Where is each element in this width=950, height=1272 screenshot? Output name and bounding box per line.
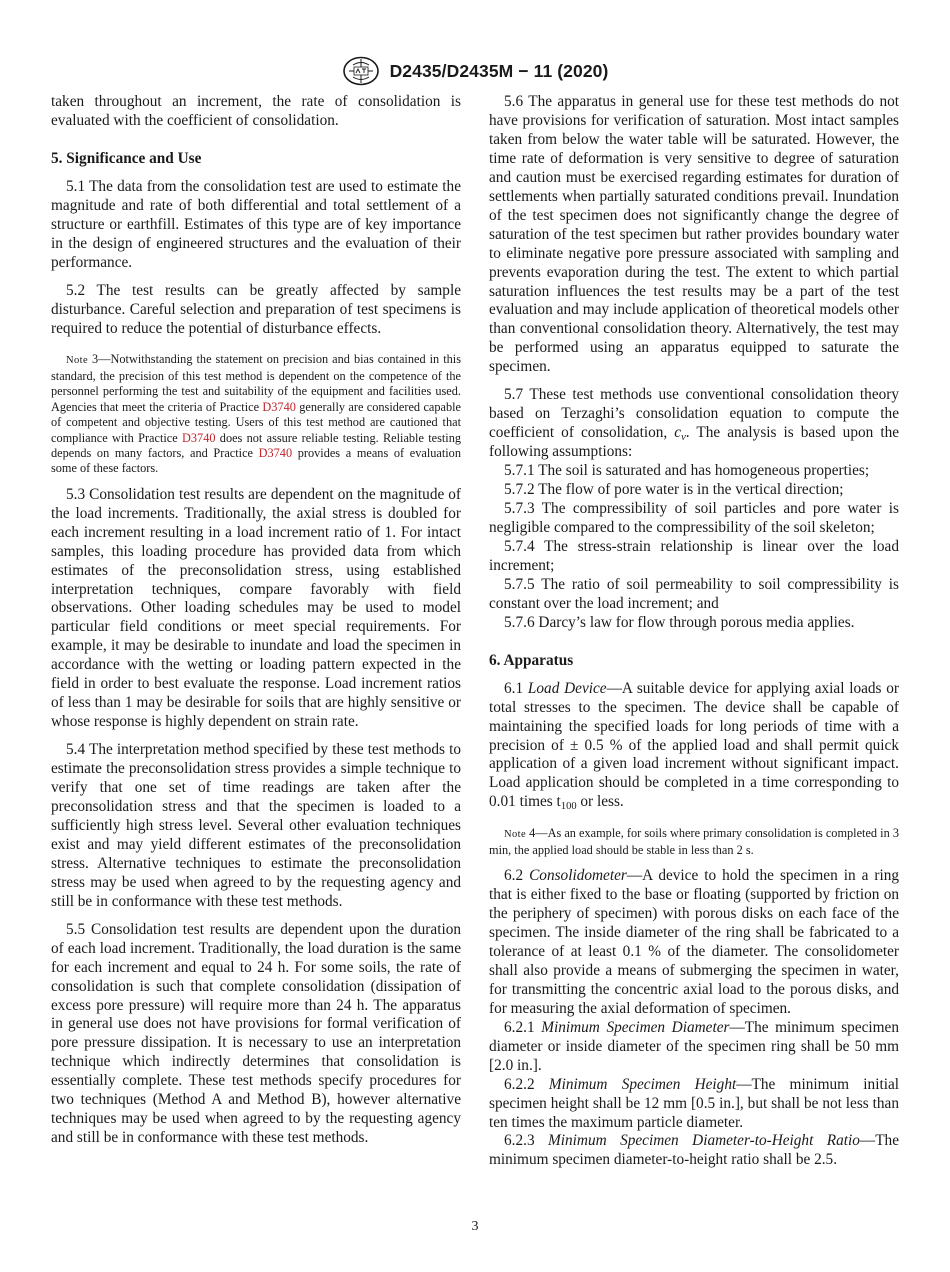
note-label: Note <box>504 829 527 841</box>
paragraph-5-7-6: 5.7.6 Darcy’s law for flow through porous media applies. <box>504 613 855 631</box>
paragraph-5-7-3: 5.7.3 The compressibility of soil particles and pore water is negligible compared to the compressibility of the soil skeleton; <box>489 500 899 536</box>
paragraph-6-2 <box>489 867 899 1019</box>
paragraph-6-1-text: —A suitable device for applying axial loads or total stresses to the specimen. The device shall be capable of maintaining the specified loads for long periods of time with a precision of ± 0.5 % of the applied load and shall permit quick application of a given load increment without significant impact. Load application should be completed in a time corresponding to 0.01 times t <box>489 679 900 811</box>
paragraph-title: Minimum Specimen Diameter <box>541 1018 730 1036</box>
paragraph-number: 6.1 <box>504 679 528 697</box>
paragraph-5-7-4: 5.7.4 The stress-strain relationship is linear over the load increment; <box>489 537 899 574</box>
right-column <box>489 93 899 1170</box>
t100-subscript: 100 <box>560 801 577 813</box>
note-3-text: generally are considered capable of competent and objective testing. Users of this test method are cautioned that compliance with Practice <box>51 399 461 445</box>
continuation-paragraph: taken throughout an increment, the rate of consolidation is evaluated with the coefficient of consolidation. <box>51 93 461 129</box>
cv-subscript: v <box>681 432 686 444</box>
note-3-text: 3—Notwithstanding the statement on precision and bias contained in this standard, the precision of this test method is dependent on the competence of the personnel performing the test and suitability of the equipment and facilities used. Agencies that meet the criteria of Practice <box>51 352 461 414</box>
note-3-text: provides a means of evaluation some of these factors. <box>51 445 461 476</box>
paragraph-title: Consolidometer <box>529 867 627 885</box>
paragraph-5-7-2: 5.7.2 The flow of pore water is in the vertical direction; <box>504 481 844 499</box>
paragraph-6-2-text: —A device to hold the specimen in a ring that is either fixed to the base or floating (supported by friction on the periphery of specimen) with porous disks on each face of the specimen. The inside diameter of the ring shall be fabricated to a tolerance of at least 0.1 % of the diameter. The consolidometer shall also provide a means of submerging the specimen in water, for transmitting the concentric axial load to the porous disks, and for measuring the axial deformation of specimen. <box>489 867 899 1017</box>
paragraph-6-2-3 <box>489 1132 899 1170</box>
paragraph-5-7-text: 5.7 These test methods use conventional consolidation theory based on Terzaghi’s consolidation equation to compute the coefficient of consolidation, <box>489 386 899 442</box>
note-label: Note <box>66 355 89 367</box>
paragraph-number: 6.2.3 <box>504 1132 549 1150</box>
paragraph-5-7-5: 5.7.5 The ratio of soil permeability to soil compressibility is constant over the load increment; and <box>489 575 899 612</box>
paragraph-5-3: 5.3 Consolidation test results are dependent on the magnitude of the load increments. Traditionally, the axial stress is doubled for each increment resulting in a load increment ratio of 1. For intact samples, this loading procedure has provided data from which estimates of the preconsolidation stress, using established interpretation techniques, compare favorably with field observations. Other loading schedules may be used to model particular field conditions or meet special requirements. For example, it may be desirable to inundate and load the specimen in accordance with the wetting or loading pattern expected in the field in order to best evaluate the response. Load increment ratios of less than 1 may be desirable for soils that are highly sensitive or whose response is highly dependent on strain rate. <box>51 485 461 731</box>
paragraph-5-7-text: . The analysis is based upon the following assumptions: <box>489 424 900 461</box>
paragraph-number: 6.2.1 <box>504 1018 542 1036</box>
paragraph-6-1-text: or less. <box>576 793 624 811</box>
paragraph-5-7 <box>489 386 899 462</box>
paragraph-5-1: 5.1 The data from the consolidation test are used to estimate the magnitude and rate of both differential and total settlement of a structure or earthfill. Estimates of this type are of key importance in the design of engineered structures and the evaluation of their performance. <box>51 177 461 271</box>
paragraph-5-5: 5.5 Consolidation test results are dependent upon the duration of each load increment. Traditionally, the load duration is the same for each increment and equal to 24 h. For some soils, the rate of consolidation is such that complete consolidation (dissipation of excess pore pressure) will require more than 24 h. The apparatus in general use does not have provisions for formal verification of pore pressure dissipation. It is necessary to use an interpretation technique which indirectly determines that consolidation is essentially complete. These test methods specify procedures for two techniques (Method A and Method B), however alternative techniques may be used when agreed to by the requesting agency and still be in conformance with these test methods. <box>51 920 461 1147</box>
paragraph-number: 6.2 <box>504 867 530 885</box>
section-6-heading: 6. Apparatus <box>489 651 574 669</box>
paragraph-5-4: 5.4 The interpretation method specified by these test methods to estimate the preconsolidation stress provides a simple technique to verify that one set of time readings are taken after the preconsolidation stress and that the specimen is loaded to a sufficiently high stress level. Several other evaluation techniques exist and may yield different estimates of the preconsolidation stress. Alternative techniques to estimate the preconsolidation stress may be used when agreed to by the requesting agency and still be in conformance with these test methods. <box>51 741 461 910</box>
d3740-link[interactable]: D3740 <box>262 399 296 414</box>
note-4-text: 4—As an example, for soils where primary consolidation is completed in 3 min, the applied load should be stable in less than 2 s. <box>489 826 899 857</box>
paragraph-6-2-2 <box>489 1076 899 1133</box>
paragraph-title: Load Device <box>527 679 607 697</box>
section-5-heading: 5. Significance and Use <box>51 149 202 167</box>
paragraph-5-2: 5.2 The test results can be greatly affected by sample disturbance. Careful selection and preparation of test specimens is required to reduce the potential of disturbance effects. <box>51 281 461 337</box>
d3740-link[interactable]: D3740 <box>258 445 293 460</box>
standard-designation: D2435/D2435M − 11 (2020) <box>389 60 609 81</box>
paragraph-5-6: 5.6 The apparatus in general use for these test methods do not have provisions for verification of saturation. Most intact samples taken from below the water table will be saturated. However, the time rate of deformation is very sensitive to degree of saturation and caution must be exercised regarding estimates for duration of settlements when partially saturated conditions prevail. Inundation of the test specimen does not significantly change the degree of saturation of the test specimen but rather provides boundary water to eliminate negative pore pressure associated with sampling and prevents evaporation during the test. The extent to which partial saturation influences the test results may be a part of the test evaluation and may include application of theoretical models other than conventional consolidation theory. Alternatively, the test may be performed using an apparatus equipped to saturate the specimen. <box>489 93 899 376</box>
paragraph-number: 6.2.2 <box>504 1075 549 1093</box>
note-3-text: does not assure reliable testing. Reliable testing depends on many factors, and Practice <box>51 430 462 460</box>
paragraph-6-2-1-text: —The minimum specimen diameter or inside diameter of the specimen ring shall be 50 mm [2.0 in.]. <box>489 1018 899 1074</box>
paragraph-title: Minimum Specimen Diameter-to-Height Ratio <box>548 1132 860 1150</box>
note-4 <box>489 826 899 858</box>
paragraph-title: Minimum Specimen Height <box>548 1075 737 1093</box>
paragraph-6-2-3-text: —The minimum specimen diameter-to-height ratio shall be 2.5. <box>489 1132 899 1169</box>
left-column <box>51 93 461 1157</box>
astm-logo-icon <box>342 56 380 86</box>
paragraph-6-2-2-text: —The minimum initial specimen height shall be 12 mm [0.5 in.], but shall be not less than ten times the maximum particle diameter. <box>489 1075 899 1131</box>
paragraph-6-1 <box>489 680 899 813</box>
note-3 <box>51 352 461 476</box>
cv-symbol: c <box>674 424 682 442</box>
page-number: 3 <box>471 1219 479 1234</box>
paragraph-6-2-1 <box>489 1019 899 1076</box>
page-header <box>0 56 950 86</box>
d3740-link[interactable]: D3740 <box>182 430 216 445</box>
paragraph-5-7-1: 5.7.1 The soil is saturated and has homogeneous properties; <box>504 462 870 480</box>
